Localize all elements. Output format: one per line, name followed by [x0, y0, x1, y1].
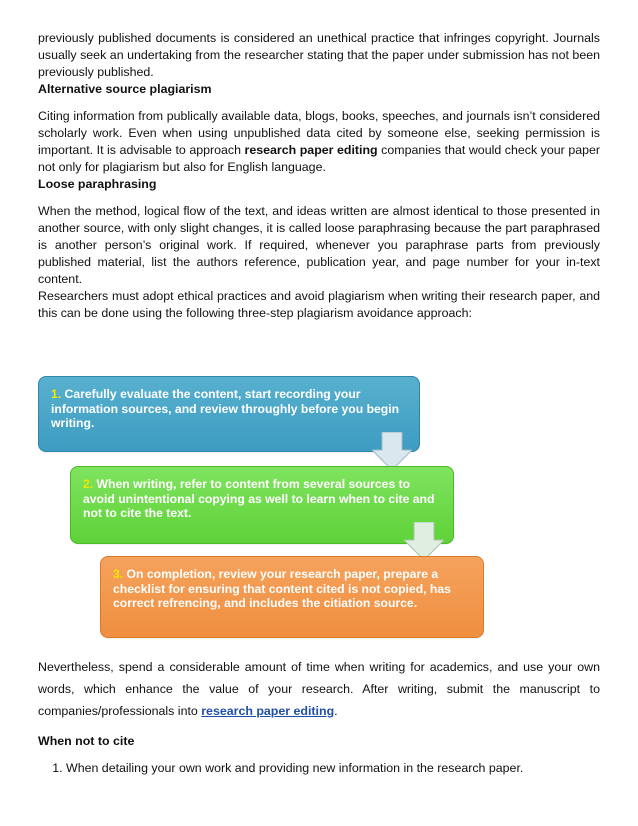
alt-text-start: Citing information from publically available data, blogs, books, speeches, and journals isn’t considered scholarly work. Even when using unpublished data cited by someone else, seeking permission is important. It is advisable to approach [38, 109, 600, 157]
step-2-text: When writing, refer to content from several sources to avoid unintentional copying as well to learn when to cite and not to cite the text. [83, 477, 435, 520]
closing-section [38, 656, 600, 777]
closing-text-end: . [334, 704, 338, 718]
step-2-number: 2. [83, 477, 94, 491]
spacer [38, 722, 600, 734]
alt-text-end: companies that would check your paper not only for plagiarism but also for English language. [38, 143, 601, 174]
step-3-number: 3. [113, 567, 124, 581]
closing-paragraph [38, 656, 600, 722]
step-1-text: Carefully evaluate the content, start recording your information sources, and review throughly before you begin writing. [51, 387, 400, 430]
step-2-box [70, 466, 454, 544]
spacer [38, 193, 600, 203]
research-paper-editing-link[interactable]: research paper editing [201, 704, 335, 718]
heading-loose-paraphrasing: Loose paraphrasing [38, 177, 157, 191]
not-cite-list [38, 760, 600, 777]
heading-when-not-to-cite: When not to cite [38, 734, 135, 748]
intro-paragraph: previously published documents is considered an unethical practice that infringes copyright. Journals usually seek an undertaking from the researcher stating that the paper under submission has not been previously published. [38, 31, 600, 79]
list-item: 1. When detailing your own work and providing new information in the research paper. [66, 760, 600, 777]
loose-paraphrasing-paragraph: When the method, logical flow of the text, and ideas written are almost identical to those presented in another source, with only slight changes, it is called loose paraphrasing because the part paraphrased is another person’s original work. If required, whenever you paraphrase parts from previously published material, list the authors reference, publication year, and page number for your in-text content. [38, 204, 600, 286]
down-arrow-icon [404, 522, 444, 560]
step-3-box [100, 556, 484, 638]
researchers-paragraph: Researchers must adopt ethical practices and avoid plagiarism when writing their research paper, and this can be done using the following three-step plagiarism avoidance approach: [38, 289, 600, 320]
alternative-source-paragraph [38, 108, 600, 176]
down-arrow-icon [372, 432, 412, 470]
document-body [38, 30, 600, 322]
step-1-box [38, 376, 420, 452]
step-1-number: 1. [51, 387, 62, 401]
bold-research-paper-editing: research paper editing [244, 143, 378, 157]
spacer [38, 98, 600, 108]
heading-alternative-source: Alternative source plagiarism [38, 82, 212, 96]
spacer [38, 748, 600, 760]
closing-text-start: Nevertheless, spend a considerable amount of time when writing for academics, and use your own words, which enhance the value of your research. After writing, submit the manuscript to companies/professionals into [38, 660, 600, 718]
step-3-text: On completion, review your research paper, prepare a checklist for ensuring that content cited is not copied, has correct refrencing, and includes the citiation source. [113, 567, 451, 610]
